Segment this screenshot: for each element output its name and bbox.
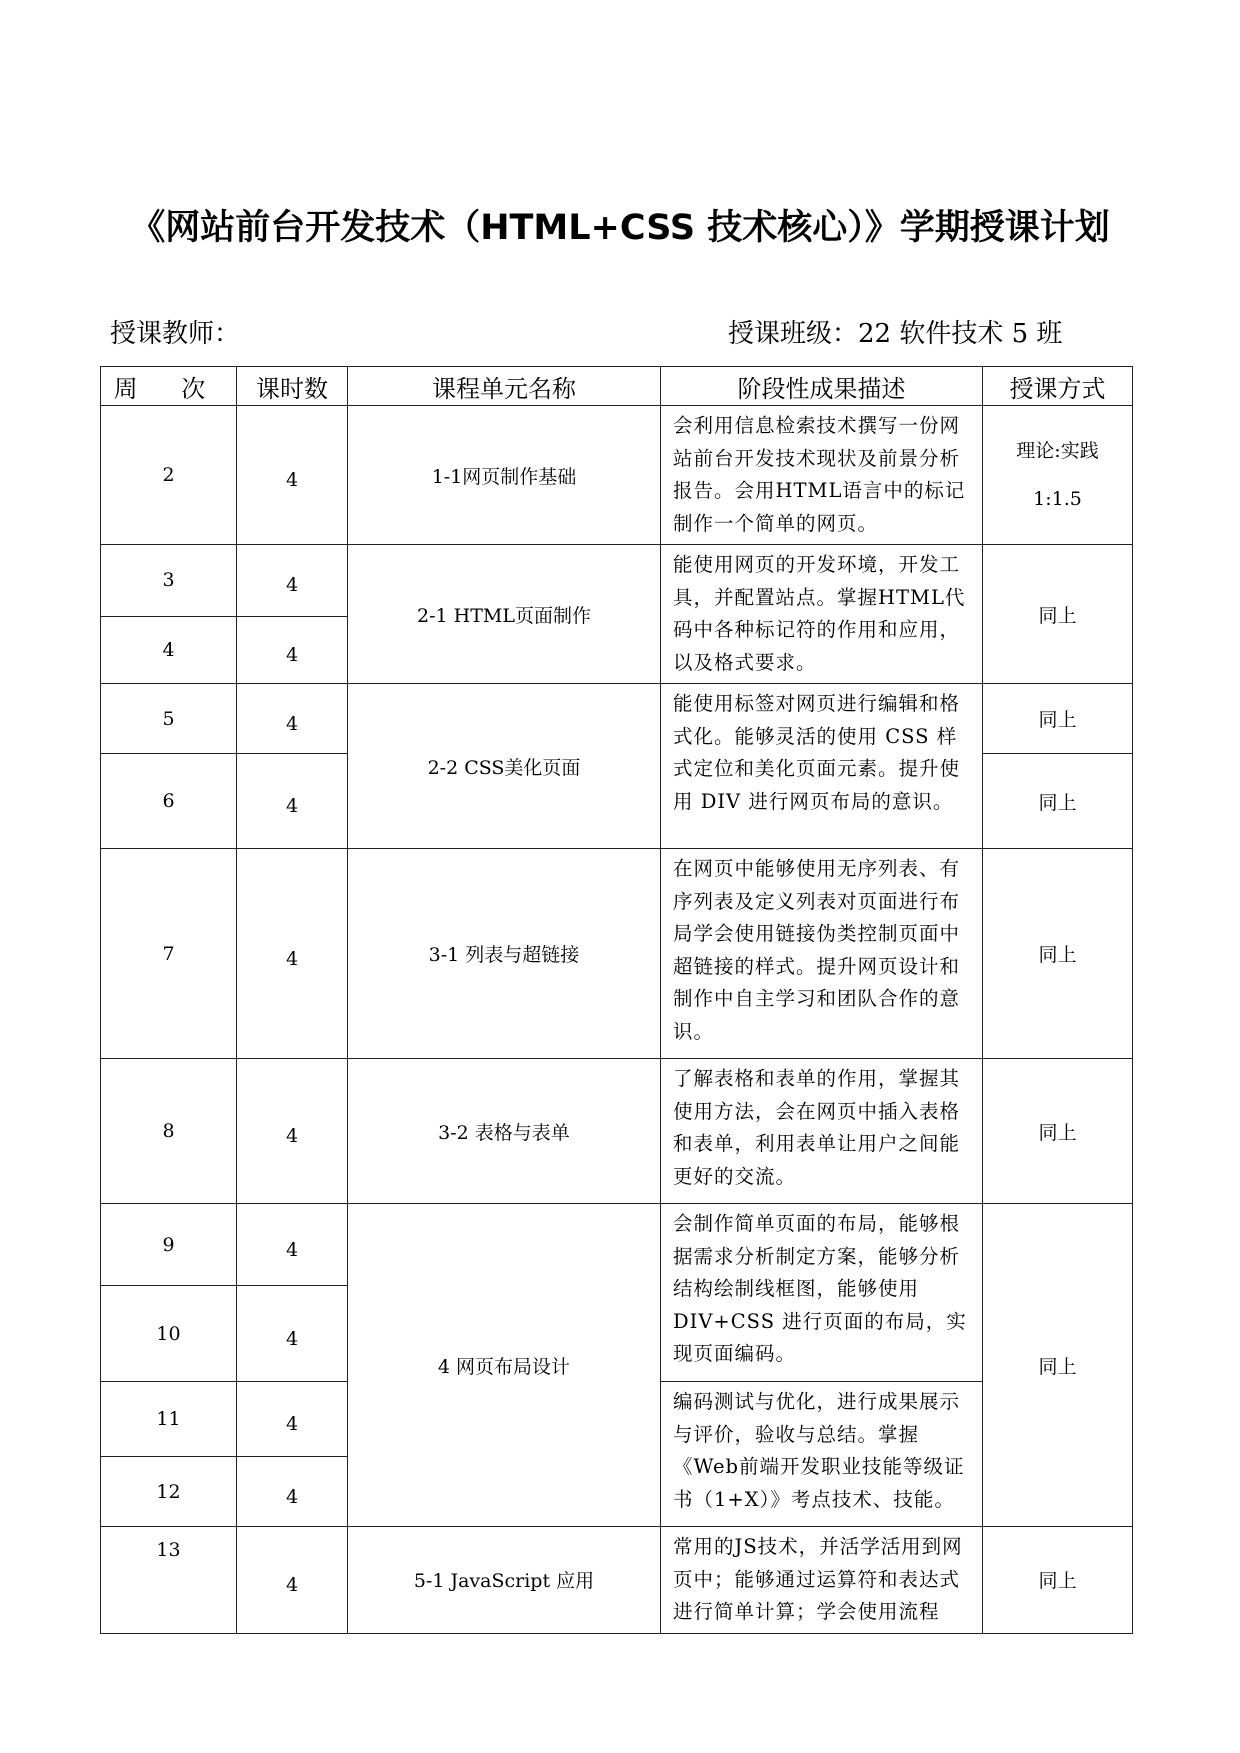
outcome-cell: 在网页中能够使用无序列表、有序列表及定义列表对页面进行布局学会使用链接伪类控制页面中超链接的样式。提升网页设计和制作中自主学习和团队合作的意识。 xyxy=(661,849,983,1059)
week-cell: 8 xyxy=(101,1059,237,1204)
header-unit: 课程单元名称 xyxy=(348,367,661,406)
mode-cell xyxy=(983,406,1133,545)
mode-cell: 同上 xyxy=(983,684,1133,754)
header-outcome: 阶段性成果描述 xyxy=(661,367,983,406)
mode-cell: 同上 xyxy=(983,545,1133,684)
header-hours: 课时数 xyxy=(237,367,348,406)
week-cell: 7 xyxy=(101,849,237,1059)
hours-cell: 4 xyxy=(237,1204,348,1286)
unit-cell: 4 网页布局设计 xyxy=(348,1204,661,1527)
hours-cell: 4 xyxy=(237,754,348,849)
unit-cell: 3-2 表格与表单 xyxy=(348,1059,661,1204)
week-cell: 9 xyxy=(101,1204,237,1286)
table-row xyxy=(101,1527,1133,1634)
mode-cell: 同上 xyxy=(983,849,1133,1059)
week-cell: 6 xyxy=(101,754,237,849)
outcome-cell: 常用的JS技术，并活学活用到网页中；能够通过运算符和表达式进行简单计算；学会使用流程 xyxy=(661,1527,983,1634)
mode-cell: 同上 xyxy=(983,1059,1133,1204)
hours-cell: 4 xyxy=(237,1382,348,1457)
outcome-cell: 了解表格和表单的作用，掌握其使用方法，会在网页中插入表格和表单，利用表单让用户之间能更好的交流。 xyxy=(661,1059,983,1204)
outcome-cell: 会利用信息检索技术撰写一份网站前台开发技术现状及前景分析报告。会用HTML语言中的标记制作一个简单的网页。 xyxy=(661,406,983,545)
week-cell: 2 xyxy=(101,406,237,545)
mode-ratio-label: 理论:实践 xyxy=(1016,440,1099,462)
week-cell: 12 xyxy=(101,1457,237,1527)
week-cell: 11 xyxy=(101,1382,237,1457)
week-cell: 5 xyxy=(101,684,237,754)
table-row xyxy=(101,684,1133,754)
table-row xyxy=(101,849,1133,1059)
header-mode: 授课方式 xyxy=(983,367,1133,406)
outcome-cell: 会制作简单页面的布局，能够根据需求分析制定方案，能够分析结构绘制线框图，能够使用DIV+CSS 进行页面的布局，实现页面编码。 xyxy=(661,1204,983,1382)
hours-cell: 4 xyxy=(237,1527,348,1634)
table-row xyxy=(101,545,1133,617)
mode-cell: 同上 xyxy=(983,1527,1133,1634)
mode-ratio-value: 1:1.5 xyxy=(1033,488,1082,510)
hours-cell: 4 xyxy=(237,1059,348,1204)
unit-cell: 5-1 JavaScript 应用 xyxy=(348,1527,661,1634)
hours-cell: 4 xyxy=(237,545,348,617)
hours-cell: 4 xyxy=(237,849,348,1059)
hours-cell: 4 xyxy=(237,684,348,754)
outcome-cell: 能使用网页的开发环境，开发工具，并配置站点。掌握HTML代码中各种标记符的作用和应用，以及格式要求。 xyxy=(661,545,983,684)
unit-cell: 2-2 CSS美化页面 xyxy=(348,684,661,849)
table-row xyxy=(101,406,1133,545)
unit-cell: 1-1网页制作基础 xyxy=(348,406,661,545)
teacher-label: 授课教师： xyxy=(110,319,241,349)
mode-cell: 同上 xyxy=(983,1204,1133,1527)
week-cell: 3 xyxy=(101,545,237,617)
unit-cell: 3-1 列表与超链接 xyxy=(348,849,661,1059)
hours-cell: 4 xyxy=(237,1286,348,1382)
hours-cell: 4 xyxy=(237,406,348,545)
teaching-plan-table xyxy=(100,366,1133,1634)
week-cell: 13 xyxy=(101,1527,237,1634)
outcome-cell: 编码测试与优化，进行成果展示与评价，验收与总结。掌握《Web前端开发职业技能等级证书（1+X）》考点技术、技能。 xyxy=(661,1382,983,1527)
table-header-row xyxy=(101,367,1133,406)
header-week: 周 次 xyxy=(101,367,237,406)
hours-cell: 4 xyxy=(237,1457,348,1527)
table-row xyxy=(101,1059,1133,1204)
class-label: 授课班级：22 软件技术 5 班 xyxy=(728,319,1063,349)
table-row xyxy=(101,1204,1133,1286)
mode-cell: 同上 xyxy=(983,754,1133,849)
unit-cell: 2-1 HTML页面制作 xyxy=(348,545,661,684)
week-cell: 10 xyxy=(101,1286,237,1382)
week-cell: 4 xyxy=(101,616,237,683)
hours-cell: 4 xyxy=(237,616,348,683)
page-title: 《网站前台开发技术（HTML+CSS 技术核心）》学期授课计划 xyxy=(130,208,1110,248)
outcome-cell: 能使用标签对网页进行编辑和格式化。能够灵活的使用 CSS 样式定位和美化页面元素。提升使用 DIV 进行网页布局的意识。 xyxy=(661,684,983,849)
